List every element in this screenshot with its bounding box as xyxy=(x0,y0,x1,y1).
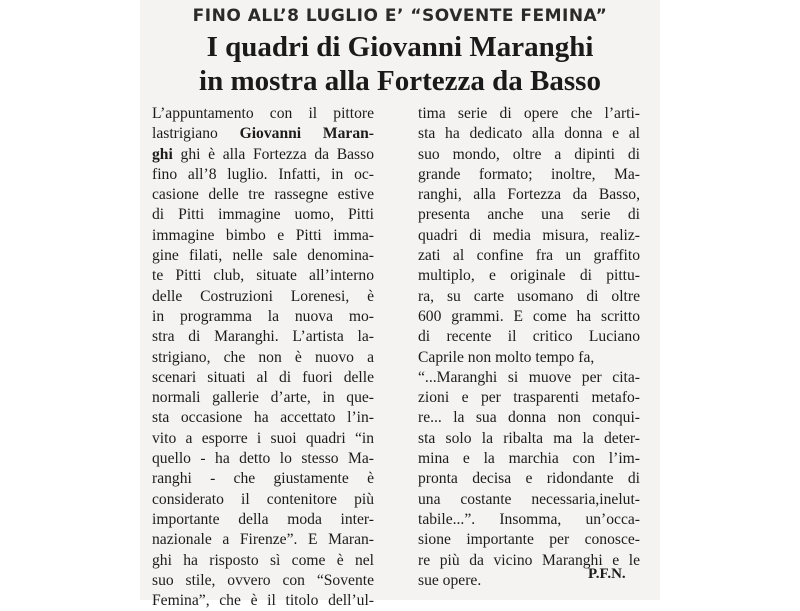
article-kicker: FINO ALL’8 LUGLIO E’ “SOVENTE FEMINA” xyxy=(192,6,608,26)
newspaper-clipping xyxy=(140,0,660,610)
right-line: di recente il critico Luciano xyxy=(418,328,640,346)
headline-line-2: in mostra alla Fortezza da Basso xyxy=(199,65,601,97)
right-line: ra, su carte usomano di oltre xyxy=(418,287,640,305)
left-line: delle Costruzioni Lorenesi, è xyxy=(152,287,374,305)
artist-name: Giovanni Maran- xyxy=(239,125,374,143)
right-line: grande formato; inoltre, Ma- xyxy=(418,165,640,183)
right-line: re... la sua donna non conqui- xyxy=(418,409,640,427)
right-line: sue opere. xyxy=(418,571,482,589)
right-line: mina e la marchia con l’im- xyxy=(418,450,640,468)
left-line: in programma la nuova mo- xyxy=(152,307,374,325)
left-line: sta occasione ha accettato l’in- xyxy=(152,409,374,427)
left-line: suo stile, ovvero con “Sovente xyxy=(152,571,374,589)
left-line: ranghi - che giustamente è xyxy=(152,470,374,488)
left-line: Femina”, che è il titolo dell’ul- xyxy=(152,592,374,610)
left-line: importante della moda inter- xyxy=(152,510,374,528)
right-line: quadri di media misura, realiz- xyxy=(418,226,640,244)
left-line: fino all’8 luglio. Infatti, in oc- xyxy=(152,165,374,183)
left-line: stra di Maranghi. L’artista la- xyxy=(152,328,374,346)
left-line: te Pitti club, situate all’interno xyxy=(152,267,374,285)
author-signature: P.F.N. xyxy=(588,566,626,582)
left-line: L’appuntamento con il pittore xyxy=(152,105,374,122)
left-line: nazionale a Firenze”. E Maran- xyxy=(152,531,374,549)
left-line: scenari situati al di fuori delle xyxy=(152,368,374,386)
right-line: 600 grammi. E come ha scritto xyxy=(418,307,640,325)
article-column-left xyxy=(152,104,374,611)
left-line: casione delle tre rassegne estive xyxy=(152,186,374,204)
article-headline xyxy=(140,30,660,98)
right-line: presenta anche una serie di xyxy=(418,206,640,224)
left-line: strigiano, che non è nuovo a xyxy=(152,348,374,366)
left-line: considerato il contenitore più xyxy=(152,490,374,508)
right-line: sta ha dedicato alla donna e al xyxy=(418,125,640,143)
artist-name-continued: ghi xyxy=(152,145,173,163)
right-line: ranghi, alla Fortezza da Basso, xyxy=(418,186,640,204)
left-line: gine filati, nelle sale denomina- xyxy=(152,247,374,265)
left-line: normali gallerie d’arte, in que- xyxy=(152,389,374,407)
right-line: pronta decisa e ridondante di xyxy=(418,470,640,488)
right-line: zati al confine fra un graffito xyxy=(418,247,640,265)
right-line: sione importante per conosce- xyxy=(418,531,640,549)
left-line: vito a esporre i suoi quadri “in xyxy=(152,429,374,447)
article-column-right xyxy=(418,104,640,591)
right-line: sta solo la ribalta ma la deter- xyxy=(418,429,640,447)
left-line: quello - ha detto lo stesso Ma- xyxy=(152,450,374,468)
left-line: ghi ha risposto sì come è nel xyxy=(152,551,374,569)
headline-line-1: I quadri di Giovanni Maranghi xyxy=(206,31,594,63)
left-line: immagine bimbo e Pitti imma- xyxy=(152,226,374,244)
right-line: suo mondo, oltre a dipinti di xyxy=(418,145,640,163)
left-line: di Pitti immagine uomo, Pitti xyxy=(152,206,374,224)
right-line: Caprile non molto tempo fa, xyxy=(418,348,595,366)
right-line: una costante necessaria,inelut- xyxy=(418,490,640,508)
left-line: lastrigiano Giovanni Maran- xyxy=(152,125,374,143)
right-line: tima serie di opere che l’arti- xyxy=(418,105,640,122)
right-line: tabile...”. Insomma, un’occa- xyxy=(418,510,640,528)
right-line: re più da vicino Maranghi e le xyxy=(418,551,640,569)
left-line: ghi ghi è alla Fortezza da Basso xyxy=(152,145,374,163)
right-line: zioni e per trasparenti metafo- xyxy=(418,389,640,407)
right-line: “...Maranghi si muove per cita- xyxy=(418,368,640,386)
right-line: multiplo, e originale di pittu- xyxy=(418,267,640,285)
